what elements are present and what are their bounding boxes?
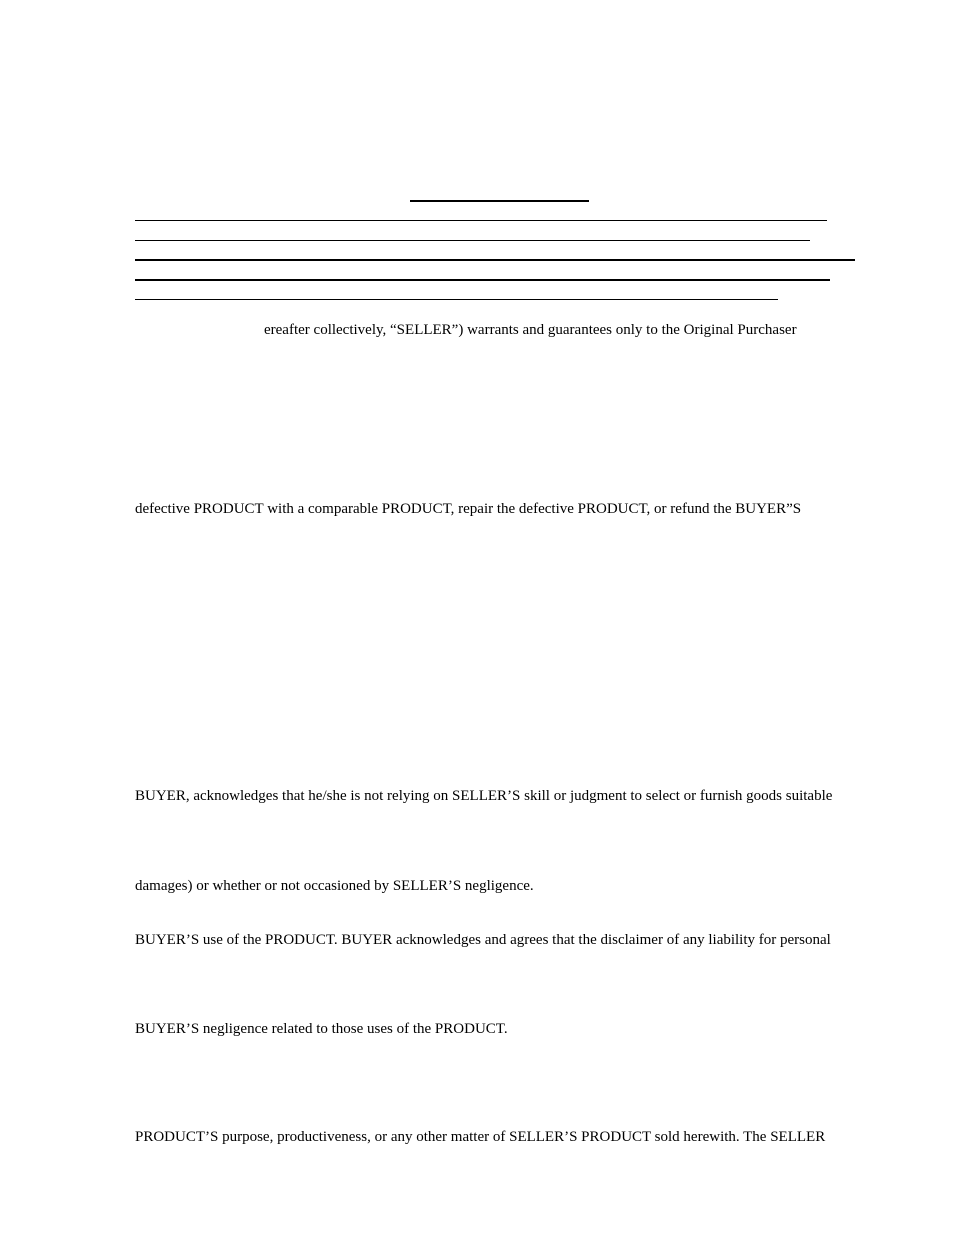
text-line-buyer-acknowledges: BUYER, acknowledges that he/she is not relying on SELLER’S skill or judgment to select or furnish goods suitable — [135, 788, 833, 804]
blank-line-5 — [135, 299, 778, 300]
text-line-seller-warranty: ereafter collectively, “SELLER”) warrants and guarantees only to the Original Purchaser — [264, 322, 797, 338]
text-line-product-purpose: PRODUCT’S purpose, productiveness, or any other matter of SELLER’S PRODUCT sold herewith. The SELLER — [135, 1129, 826, 1145]
text-line-defective-product: defective PRODUCT with a comparable PRODUCT, repair the defective PRODUCT, or refund the BUYER”S — [135, 501, 802, 517]
blank-line-3 — [135, 259, 855, 261]
blank-line-2 — [135, 240, 810, 241]
text-line-damages: damages) or whether or not occasioned by SELLER’S negligence. — [135, 878, 534, 894]
blank-line-1 — [135, 220, 827, 221]
blank-line-4 — [135, 279, 830, 281]
title-underline — [410, 200, 589, 202]
text-line-buyer-negligence: BUYER’S negligence related to those uses of the PRODUCT. — [135, 1021, 508, 1037]
text-line-buyer-use: BUYER’S use of the PRODUCT. BUYER acknowledges and agrees that the disclaimer of any liability for personal — [135, 932, 831, 948]
